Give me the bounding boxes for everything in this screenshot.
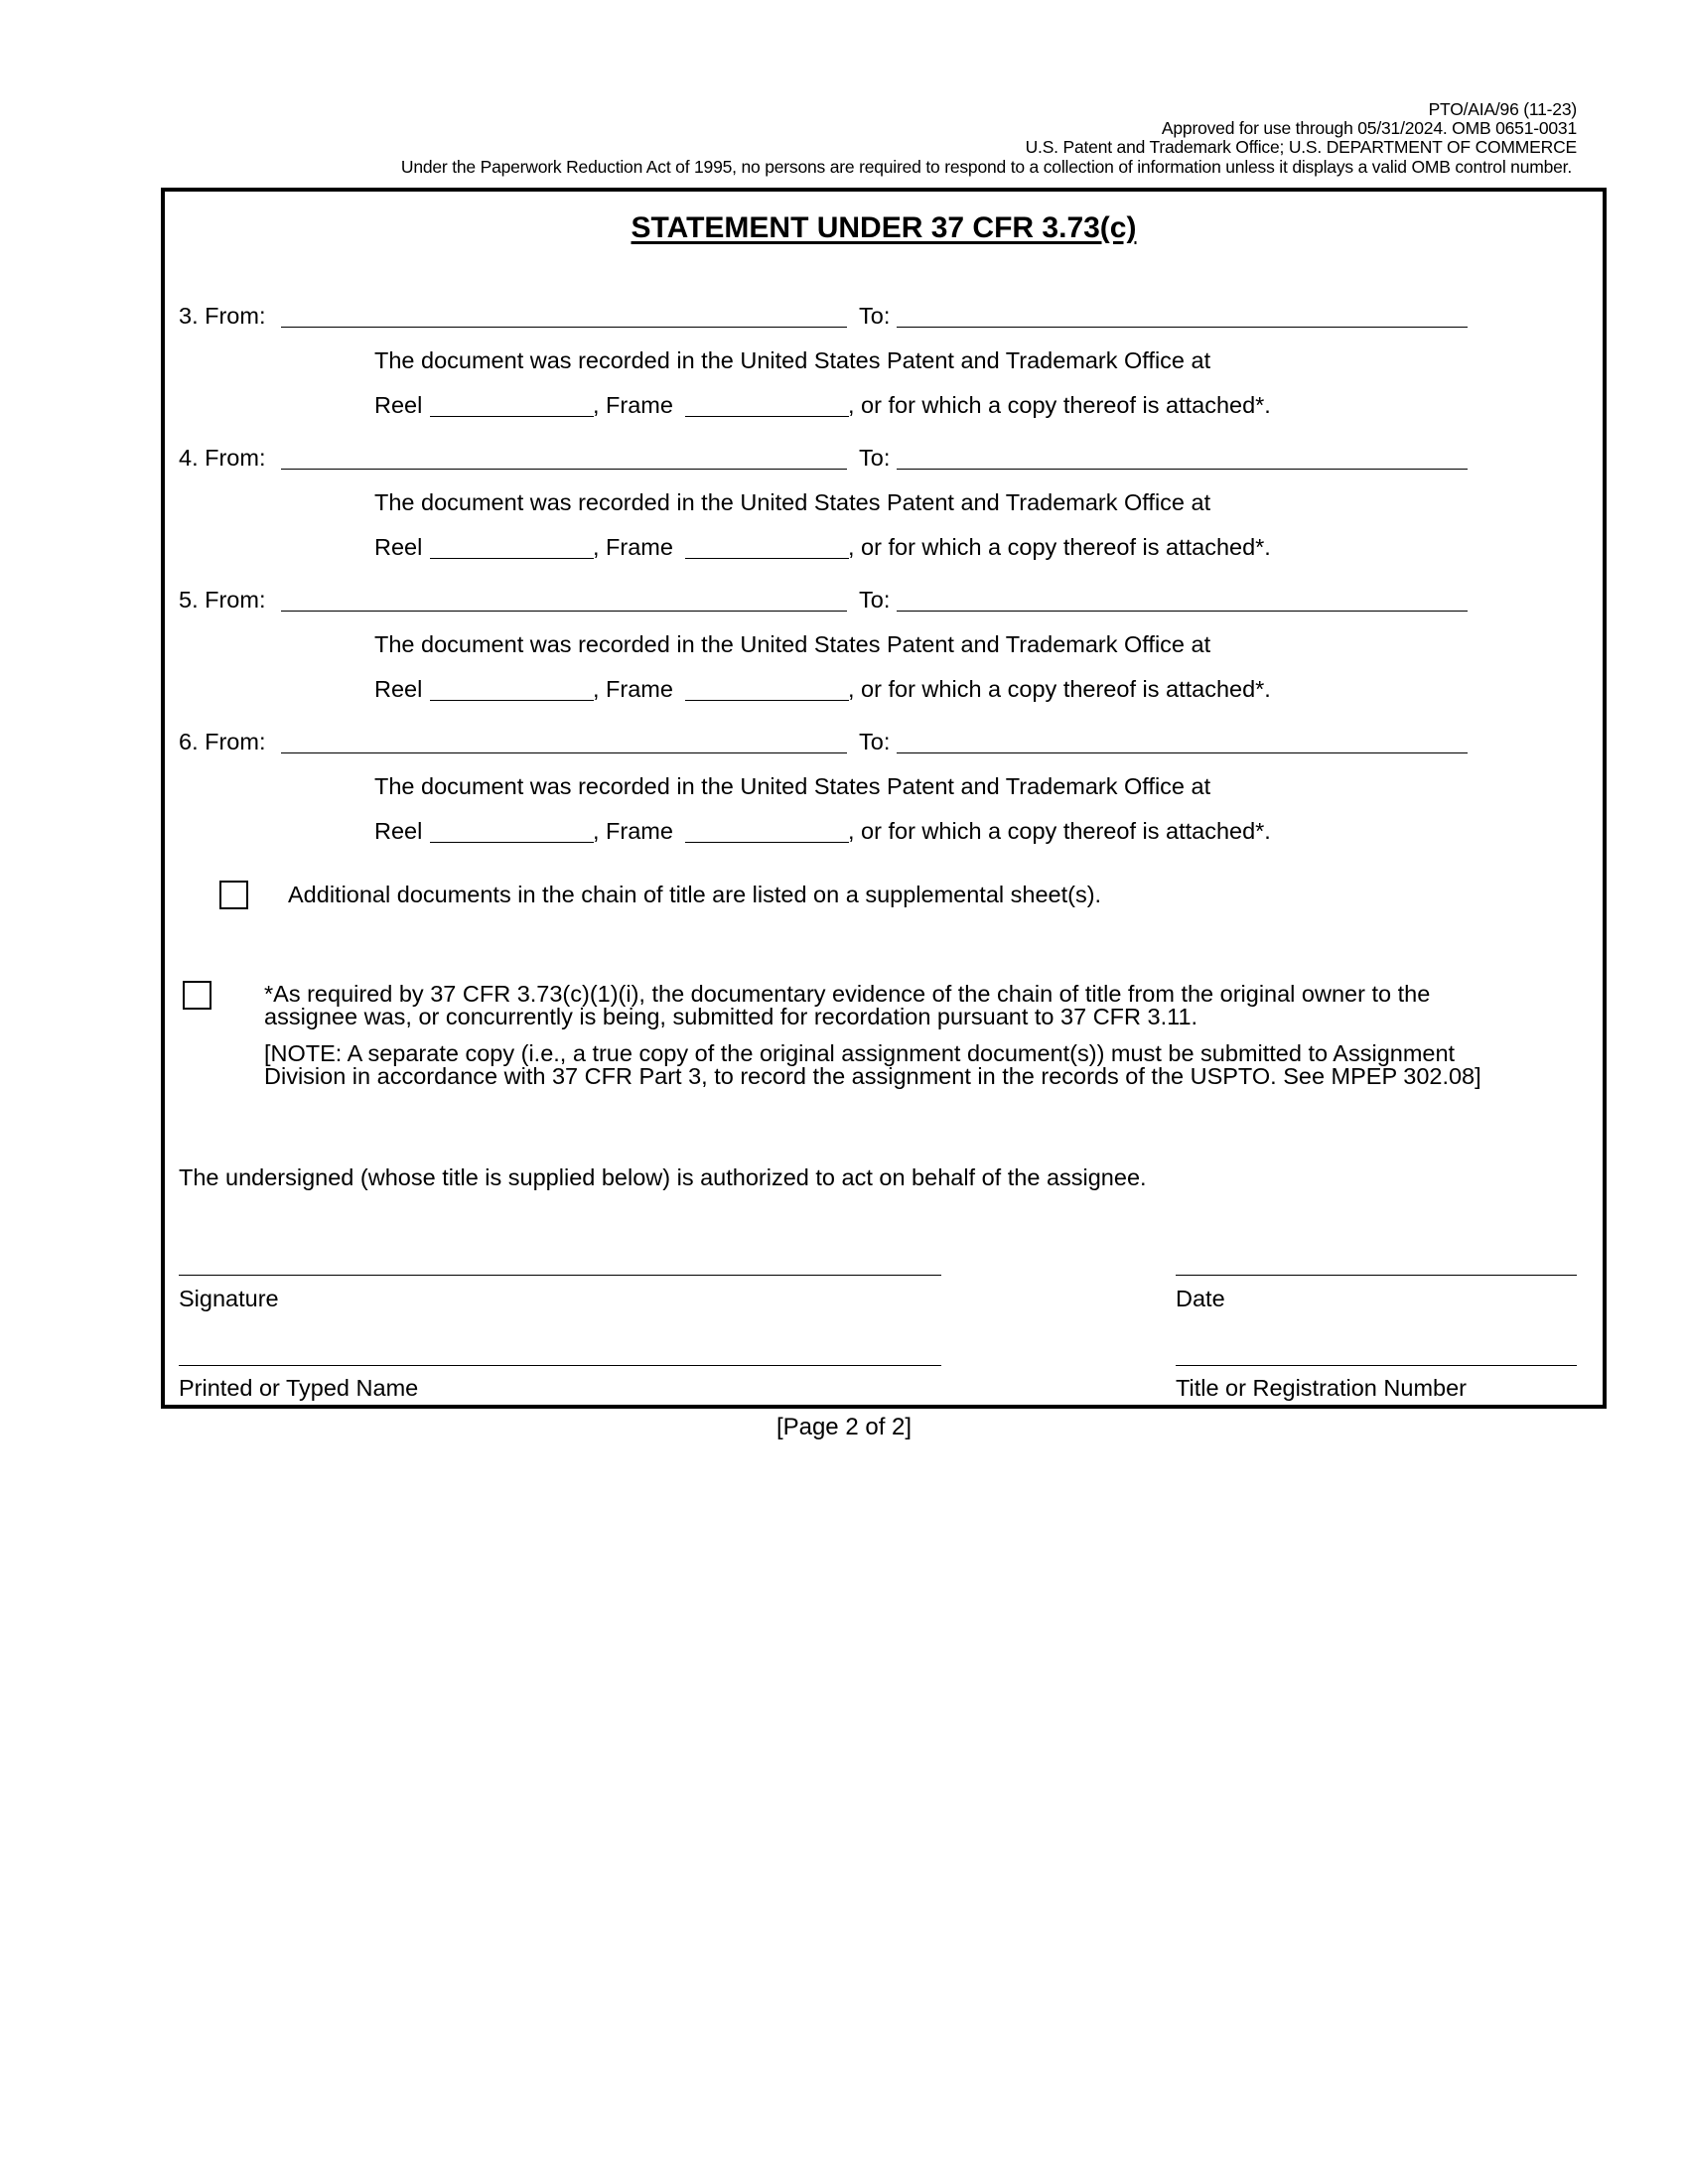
title-registration-label: Title or Registration Number — [1176, 1377, 1467, 1401]
reel-field[interactable] — [430, 558, 594, 559]
from-field[interactable] — [281, 327, 847, 328]
reel-label: Reel — [374, 820, 422, 844]
to-label: To: — [859, 731, 890, 754]
from-label: 5. From: — [179, 589, 265, 613]
frame-label: , Frame — [593, 394, 673, 418]
title-registration-field[interactable] — [1176, 1365, 1577, 1366]
from-field[interactable] — [281, 611, 847, 612]
frame-field[interactable] — [685, 416, 849, 417]
from-field[interactable] — [281, 752, 847, 753]
evidence-text-line-2: assignee was, or concurrently is being, submitted for recordation pursuant to 37 CFR 3.11. — [264, 1006, 1197, 1029]
to-label: To: — [859, 589, 890, 613]
signature-label: Signature — [179, 1288, 279, 1311]
paperwork-notice: Under the Paperwork Reduction Act of 1995, no persons are required to respond to a collection of information unless it displays a valid OMB control number. — [401, 159, 1572, 177]
attached-text: , or for which a copy thereof is attached*. — [848, 536, 1271, 560]
from-field[interactable] — [281, 469, 847, 470]
frame-label: , Frame — [593, 820, 673, 844]
frame-field[interactable] — [685, 700, 849, 701]
recorded-text: The document was recorded in the United States Patent and Trademark Office at — [374, 775, 1210, 799]
reel-label: Reel — [374, 536, 422, 560]
recorded-text: The document was recorded in the United States Patent and Trademark Office at — [374, 633, 1210, 657]
frame-field[interactable] — [685, 558, 849, 559]
agency-name: U.S. Patent and Trademark Office; U.S. DEPARTMENT OF COMMERCE — [1026, 139, 1577, 157]
frame-field[interactable] — [685, 842, 849, 843]
omb-approval: Approved for use through 05/31/2024. OMB 0651-0031 — [1162, 120, 1577, 138]
reel-label: Reel — [374, 394, 422, 418]
evidence-checkbox[interactable] — [183, 981, 211, 1010]
from-label: 4. From: — [179, 447, 265, 471]
from-label: 3. From: — [179, 305, 265, 329]
printed-name-label: Printed or Typed Name — [179, 1377, 418, 1401]
evidence-text-line-1: *As required by 37 CFR 3.73(c)(1)(i), the documentary evidence of the chain of title from the original owner to the — [264, 983, 1430, 1007]
note-text-line-2: Division in accordance with 37 CFR Part 3, to record the assignment in the records of the USPTO. See MPEP 302.08] — [264, 1065, 1481, 1089]
form-title: STATEMENT UNDER 37 CFR 3.73(c) — [165, 211, 1603, 245]
to-label: To: — [859, 305, 890, 329]
to-field[interactable] — [897, 752, 1468, 753]
printed-name-field[interactable] — [179, 1365, 941, 1366]
to-field[interactable] — [897, 611, 1468, 612]
to-label: To: — [859, 447, 890, 471]
reel-field[interactable] — [430, 842, 594, 843]
to-field[interactable] — [897, 469, 1468, 470]
date-field[interactable] — [1176, 1275, 1577, 1276]
recorded-text: The document was recorded in the United States Patent and Trademark Office at — [374, 491, 1210, 515]
form-number: PTO/AIA/96 (11-23) — [1429, 101, 1577, 119]
attached-text: , or for which a copy thereof is attached*. — [848, 820, 1271, 844]
reel-field[interactable] — [430, 700, 594, 701]
reel-label: Reel — [374, 678, 422, 702]
to-field[interactable] — [897, 327, 1468, 328]
form-box — [161, 188, 1607, 1409]
additional-docs-checkbox[interactable] — [219, 881, 248, 909]
frame-label: , Frame — [593, 678, 673, 702]
page-indicator: [Page 2 of 2] — [0, 1414, 1688, 1441]
authorization-statement: The undersigned (whose title is supplied below) is authorized to act on behalf of the assignee. — [179, 1166, 1147, 1190]
date-label: Date — [1176, 1288, 1225, 1311]
reel-field[interactable] — [430, 416, 594, 417]
note-text-line-1: [NOTE: A separate copy (i.e., a true copy of the original assignment document(s)) must be submitted to Assignment — [264, 1042, 1455, 1066]
from-label: 6. From: — [179, 731, 265, 754]
recorded-text: The document was recorded in the United States Patent and Trademark Office at — [374, 349, 1210, 373]
signature-field[interactable] — [179, 1275, 941, 1276]
attached-text: , or for which a copy thereof is attached*. — [848, 394, 1271, 418]
additional-docs-label: Additional documents in the chain of title are listed on a supplemental sheet(s). — [288, 884, 1101, 907]
frame-label: , Frame — [593, 536, 673, 560]
attached-text: , or for which a copy thereof is attached*. — [848, 678, 1271, 702]
